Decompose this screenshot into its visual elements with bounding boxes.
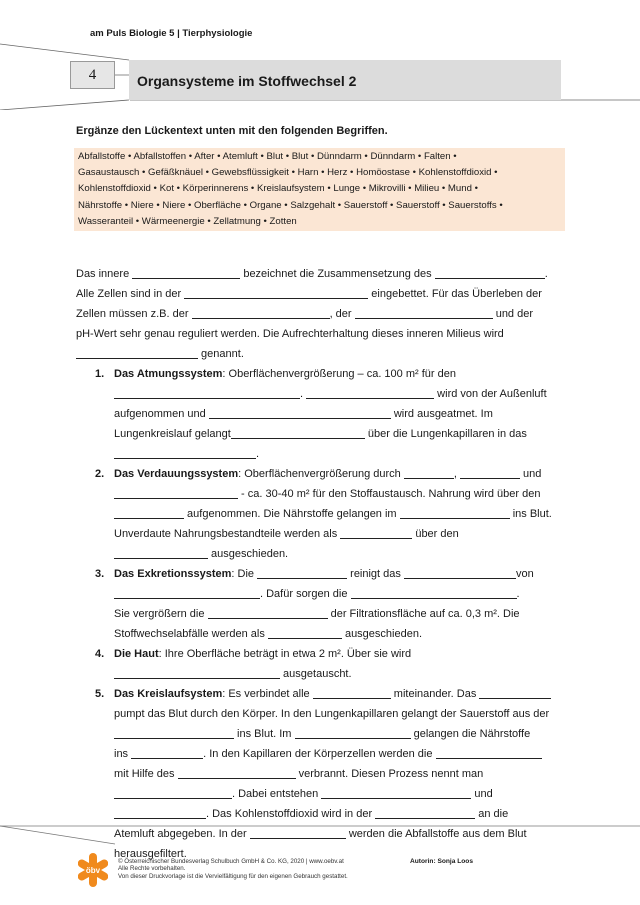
blank-field[interactable]	[178, 766, 296, 779]
word-bank	[74, 148, 565, 231]
blank-field[interactable]	[132, 266, 240, 279]
organ-system-list	[74, 364, 566, 864]
word-bank-line: Wasseranteil • Wärmeenergie • Zellatmung • Zotten	[78, 215, 297, 227]
blank-field[interactable]	[404, 566, 516, 579]
blank-field[interactable]	[114, 666, 280, 679]
page-title: Organsysteme im Stoffwechsel 2	[137, 73, 357, 89]
logo-text: öbv	[85, 866, 101, 875]
blank-field[interactable]	[114, 726, 234, 739]
list-item-atmung: 1. Das Atmungssystem: Oberflächenvergrößerung – ca. 100 m² für den . wird von der Außenluft aufgenommen und wird ausgeatmet. Im Lungenkreislauf gelangt über die Lungenkapillaren in das .	[95, 368, 547, 460]
author-credit: Autorin: Sonja Loos	[410, 858, 474, 865]
blank-field[interactable]	[479, 686, 551, 699]
list-item-kreislauf: 5. Das Kreislaufsystem: Es verbindet alle miteinander. Das pumpt das Blut durch den Körper. In den Lungenkapillaren gelangt der Sauerstoff aus der ins Blut. Im gelangen die Nährstoffe ins . In den Kapillaren der Körperzellen werden die mit Hilfe des verbrannt. Diesen Prozess nennt man . Dabei entstehen und . Das Kohlenstoffdioxid wird in der an die Atemluft abgegeben. In der werden die Abfallstoffe aus dem Blut herausgefiltert.	[74, 684, 566, 864]
word-bank-line: Nährstoffe • Niere • Niere • Oberfläche • Organe • Salzgehalt • Sauerstoff • Sauerstoff • Sauerstoffs •	[78, 199, 503, 211]
footer-rule	[0, 816, 640, 846]
blank-field[interactable]	[321, 786, 471, 799]
blank-field[interactable]	[208, 606, 328, 619]
blank-field[interactable]	[400, 506, 510, 519]
running-head: am Puls Biologie 5 | Tierphysiologie	[90, 28, 253, 39]
word-bank-line: Abfallstoffe • Abfallstoffen • After • Atemluft • Blut • Blut • Dünndarm • Dünndarm • Falten •	[78, 151, 457, 162]
list-item-verdauung: 2. Das Verdauungssystem: Oberflächenvergrößerung durch , und - ca. 30-40 m² für den Stoffaustausch. Nahrung wird über den aufgenommen. Die Nährstoffe gelangen im ins Blut. Unverdaute Nahrungsbestandteile werden als über den ausgeschieden.	[95, 468, 552, 560]
intro-paragraph: Das innere bezeichnet die Zusammensetzung des . Alle Zellen sind in der eingebettet. Für das Überleben der Zellen müssen z.B. der , der und der pH-Wert sehr genau reguliert werden. Die Aufrechterhaltung dieses inneren Milieus wird genannt.	[76, 268, 548, 360]
blank-field[interactable]	[460, 466, 520, 479]
footer-copyright: © Österreichischer Bundesverlag Schulbuch GmbH & Co. KG, 2020 | www.oebv.at Alle Rechte vorbehalten. Von dieser Druckvorlage ist die Vervielfältigung für den eigenen Gebrauch gestattet.	[118, 858, 348, 880]
oebv-logo	[78, 853, 108, 887]
blank-field[interactable]	[114, 786, 232, 799]
blank-field[interactable]	[76, 346, 198, 359]
blank-field[interactable]	[114, 586, 260, 599]
blank-field[interactable]	[192, 306, 330, 319]
blank-field[interactable]	[295, 726, 411, 739]
blank-field[interactable]	[435, 266, 545, 279]
blank-field[interactable]	[268, 626, 342, 639]
blank-field[interactable]	[114, 446, 256, 459]
list-item-haut: 4. Die Haut: Ihre Oberfläche beträgt in etwa 2 m². Über sie wird ausgetauscht.	[95, 648, 412, 680]
blank-field[interactable]	[231, 426, 365, 439]
blank-field[interactable]	[114, 386, 300, 399]
page-number: 4	[70, 61, 115, 89]
list-item-exkretion: 3. Das Exkretionssystem: Die reinigt das von . Dafür sorgen die . Sie vergrößern die der Filtrationsfläche auf ca. 0,3 m². Die Stoffwechselabfälle werden als ausgeschieden.	[95, 568, 534, 640]
blank-field[interactable]	[114, 546, 208, 559]
blank-field[interactable]	[306, 386, 434, 399]
word-bank-line: Kohlenstoffdioxid • Kot • Körperinnerens • Kreislaufsystem • Lunge • Mikrovilli • Milieu • Mund •	[78, 183, 478, 195]
blank-field[interactable]	[257, 566, 347, 579]
task-instruction: Ergänze den Lückentext unten mit den folgenden Begriffen.	[76, 125, 388, 137]
blank-field[interactable]	[351, 586, 517, 599]
word-bank-line: Gasaustausch • Gefäßknäuel • Gewebsflüssigkeit • Harn • Herz • Homöostase • Kohlenstoffdioxid •	[78, 167, 498, 179]
blank-field[interactable]	[404, 466, 454, 479]
blank-field[interactable]	[131, 746, 203, 759]
blank-field[interactable]	[355, 306, 493, 319]
blank-field[interactable]	[436, 746, 542, 759]
blank-field[interactable]	[184, 286, 368, 299]
blank-field[interactable]	[114, 506, 184, 519]
blank-field[interactable]	[209, 406, 391, 419]
blank-field[interactable]	[114, 486, 238, 499]
blank-field[interactable]	[340, 526, 412, 539]
blank-field[interactable]	[313, 686, 391, 699]
